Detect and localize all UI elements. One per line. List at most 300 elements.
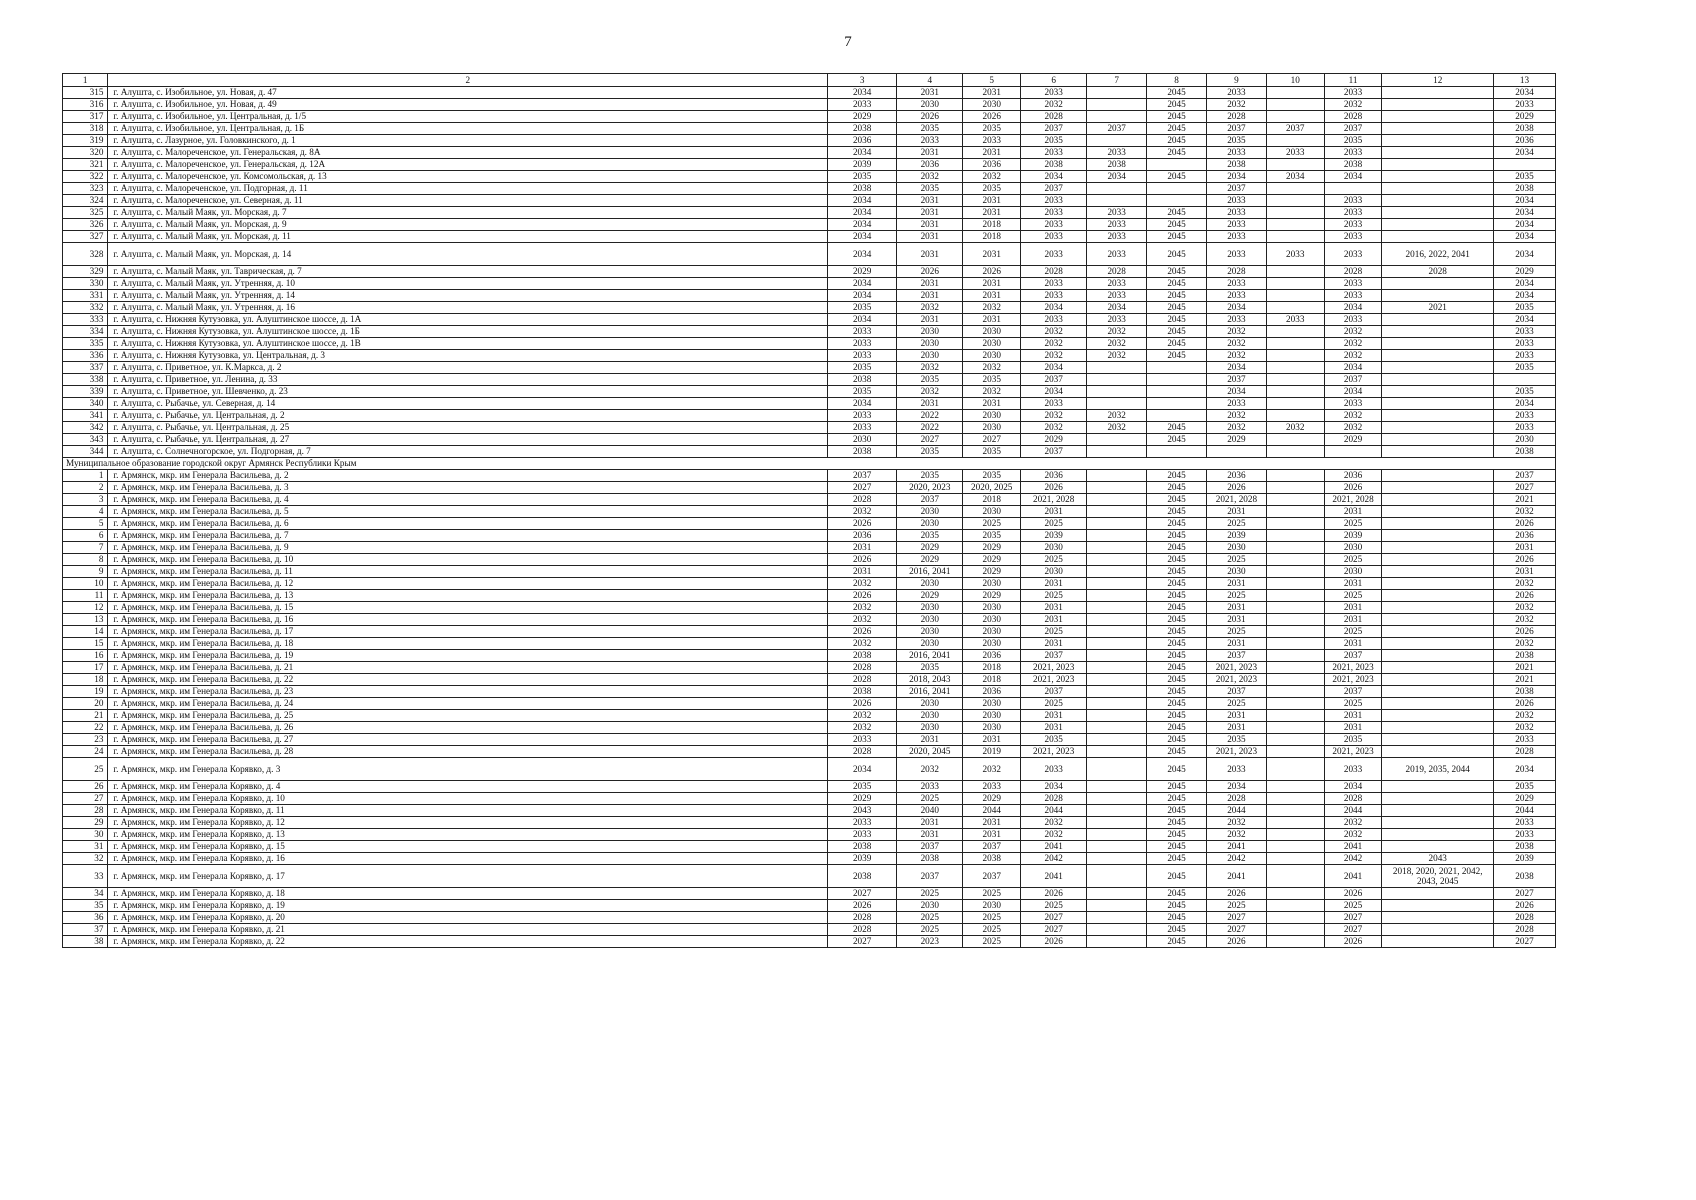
year-cell: 2031	[1324, 506, 1382, 518]
row-number-cell: 17	[63, 662, 108, 674]
year-cell	[1382, 374, 1494, 386]
year-cell	[1382, 626, 1494, 638]
year-cell: 2018	[963, 219, 1021, 231]
row-number-cell: 344	[63, 446, 108, 458]
year-cell: 2032	[828, 578, 897, 590]
year-cell: 2030	[963, 578, 1021, 590]
row-number-cell: 317	[63, 111, 108, 123]
year-cell	[1147, 183, 1207, 195]
year-cell: 2035	[1493, 362, 1555, 374]
year-cell: 2029	[963, 542, 1021, 554]
column-number-header-row	[63, 74, 1556, 87]
year-cell: 2033	[1324, 195, 1382, 207]
year-cell: 2033	[1206, 758, 1266, 781]
year-cell	[1266, 698, 1324, 710]
year-cell: 2030	[963, 326, 1021, 338]
year-cell: 2032	[1493, 614, 1555, 626]
year-cell: 2037	[897, 841, 963, 853]
year-cell: 2030	[963, 602, 1021, 614]
year-cell	[1266, 362, 1324, 374]
year-cell: 2032	[1493, 710, 1555, 722]
year-cell	[1266, 638, 1324, 650]
year-cell: 2030	[897, 518, 963, 530]
year-cell: 2031	[1206, 578, 1266, 590]
year-cell: 2033	[1324, 243, 1382, 266]
table-row	[63, 900, 1556, 912]
year-cell: 2033	[897, 781, 963, 793]
year-cell: 2045	[1147, 853, 1207, 865]
year-cell	[1087, 936, 1147, 948]
year-cell: 2025	[897, 924, 963, 936]
table-row	[63, 853, 1556, 865]
year-cell: 2037	[1021, 123, 1087, 135]
address-cell: г. Армянск, мкр. им Генерала Васильева, д. 10	[108, 554, 828, 566]
year-cell	[1382, 278, 1494, 290]
year-cell: 2036	[1493, 135, 1555, 147]
year-cell: 2031	[1324, 602, 1382, 614]
year-cell: 2025	[963, 912, 1021, 924]
year-cell: 2034	[1021, 386, 1087, 398]
address-cell: г. Армянск, мкр. им Генерала Васильева, д. 18	[108, 638, 828, 650]
table-row	[63, 912, 1556, 924]
address-cell: г. Армянск, мкр. им Генерала Корявко, д. 20	[108, 912, 828, 924]
table-row	[63, 542, 1556, 554]
address-cell: г. Армянск, мкр. им Генерала Васильева, д. 4	[108, 494, 828, 506]
year-cell: 2037	[1206, 374, 1266, 386]
year-cell	[1266, 722, 1324, 734]
address-cell: г. Алушта, с. Малый Маяк, ул. Морская, д. 7	[108, 207, 828, 219]
year-cell: 2032	[897, 302, 963, 314]
table-row	[63, 650, 1556, 662]
address-cell: г. Алушта, с. Изобильное, ул. Новая, д. 47	[108, 87, 828, 99]
year-cell: 2030	[963, 506, 1021, 518]
year-cell: 2045	[1147, 219, 1207, 231]
year-cell: 2045	[1147, 231, 1207, 243]
year-cell: 2032	[1324, 817, 1382, 829]
address-cell: г. Армянск, мкр. им Генерала Васильева, д. 15	[108, 602, 828, 614]
year-cell: 2038	[828, 123, 897, 135]
table-row	[63, 147, 1556, 159]
year-cell: 2020, 2045	[897, 746, 963, 758]
year-cell: 2028	[828, 674, 897, 686]
year-cell	[1266, 817, 1324, 829]
year-cell: 2029	[1206, 434, 1266, 446]
address-cell: г. Алушта, с. Малореченское, ул. Генеральская, д. 12А	[108, 159, 828, 171]
year-cell: 2021	[1493, 494, 1555, 506]
year-cell: 2033	[1021, 147, 1087, 159]
year-cell: 2035	[1493, 302, 1555, 314]
address-cell: г. Алушта, с. Изобильное, ул. Центральная, д. 1Б	[108, 123, 828, 135]
year-cell: 2026	[828, 518, 897, 530]
year-cell	[1087, 614, 1147, 626]
year-cell: 2029	[1021, 434, 1087, 446]
address-cell: г. Армянск, мкр. им Генерала Васильева, д. 25	[108, 710, 828, 722]
address-cell: г. Армянск, мкр. им Генерала Васильева, д. 26	[108, 722, 828, 734]
year-cell: 2025	[1324, 626, 1382, 638]
year-cell: 2032	[1493, 602, 1555, 614]
year-cell: 2034	[828, 87, 897, 99]
year-cell: 2045	[1147, 135, 1207, 147]
year-cell	[1087, 135, 1147, 147]
year-cell: 2033	[1206, 231, 1266, 243]
year-cell: 2045	[1147, 674, 1207, 686]
year-cell: 2030	[963, 350, 1021, 362]
table-row	[63, 338, 1556, 350]
table-row	[63, 781, 1556, 793]
year-cell: 2025	[1324, 554, 1382, 566]
year-cell	[1266, 290, 1324, 302]
year-cell	[1266, 924, 1324, 936]
year-cell: 2019, 2035, 2044	[1382, 758, 1494, 781]
year-cell: 2032	[897, 171, 963, 183]
year-cell: 2032	[1206, 99, 1266, 111]
year-cell: 2032	[963, 171, 1021, 183]
year-cell: 2038	[1087, 159, 1147, 171]
row-number-cell: 27	[63, 793, 108, 805]
row-number-cell: 14	[63, 626, 108, 638]
row-number-cell: 8	[63, 554, 108, 566]
year-cell	[1266, 506, 1324, 518]
year-cell: 2028	[828, 494, 897, 506]
year-cell	[1266, 470, 1324, 482]
address-cell: г. Армянск, мкр. им Генерала Васильева, д. 9	[108, 542, 828, 554]
year-cell	[1382, 614, 1494, 626]
address-cell: г. Алушта, с. Рыбачье, ул. Центральная, д. 25	[108, 422, 828, 434]
year-cell	[1266, 434, 1324, 446]
header-cell: 8	[1147, 74, 1207, 87]
row-number-cell: 12	[63, 602, 108, 614]
year-cell: 2033	[828, 734, 897, 746]
table-row	[63, 99, 1556, 111]
table-row	[63, 924, 1556, 936]
year-cell: 2045	[1147, 686, 1207, 698]
year-cell	[1087, 626, 1147, 638]
year-cell: 2033	[1324, 87, 1382, 99]
year-cell: 2045	[1147, 266, 1207, 278]
year-cell	[1266, 446, 1324, 458]
row-number-cell: 319	[63, 135, 108, 147]
year-cell: 2026	[828, 554, 897, 566]
year-cell: 2038	[1493, 446, 1555, 458]
year-cell: 2026	[828, 626, 897, 638]
year-cell: 2037	[1324, 650, 1382, 662]
table-row	[63, 686, 1556, 698]
year-cell	[1382, 135, 1494, 147]
year-cell: 2033	[1493, 422, 1555, 434]
row-number-cell: 323	[63, 183, 108, 195]
year-cell	[1266, 542, 1324, 554]
year-cell: 2045	[1147, 123, 1207, 135]
year-cell	[1382, 924, 1494, 936]
year-cell: 2032	[1021, 350, 1087, 362]
year-cell: 2032	[1087, 422, 1147, 434]
year-cell: 2035	[897, 446, 963, 458]
year-cell	[1382, 123, 1494, 135]
year-cell: 2038	[1493, 865, 1555, 888]
address-cell: г. Армянск, мкр. им Генерала Васильева, д. 21	[108, 662, 828, 674]
year-cell: 2031	[1021, 710, 1087, 722]
year-cell: 2032	[1493, 722, 1555, 734]
row-number-cell: 4	[63, 506, 108, 518]
year-cell: 2026	[828, 900, 897, 912]
year-cell	[1266, 219, 1324, 231]
year-cell: 2043	[828, 805, 897, 817]
year-cell: 2034	[1493, 398, 1555, 410]
row-number-cell: 10	[63, 578, 108, 590]
year-cell: 2026	[1493, 518, 1555, 530]
year-cell: 2033	[1021, 278, 1087, 290]
year-cell: 2033	[1493, 99, 1555, 111]
year-cell: 2025	[897, 888, 963, 900]
year-cell: 2034	[828, 278, 897, 290]
year-cell	[1382, 686, 1494, 698]
year-cell: 2031	[963, 278, 1021, 290]
year-cell: 2034	[828, 195, 897, 207]
table-row	[63, 243, 1556, 266]
table-row	[63, 434, 1556, 446]
year-cell: 2021, 2023	[1021, 662, 1087, 674]
year-cell: 2028	[828, 924, 897, 936]
address-cell: г. Алушта, с. Малый Маяк, ул. Морская, д. 9	[108, 219, 828, 231]
address-cell: г. Армянск, мкр. им Генерала Васильева, д. 7	[108, 530, 828, 542]
row-number-cell: 340	[63, 398, 108, 410]
row-number-cell: 339	[63, 386, 108, 398]
year-cell: 2026	[963, 266, 1021, 278]
year-cell: 2027	[1021, 912, 1087, 924]
year-cell: 2035	[828, 302, 897, 314]
year-cell: 2034	[1087, 171, 1147, 183]
address-cell: г. Алушта, с. Малореченское, ул. Комсомольская, д. 13	[108, 171, 828, 183]
year-cell: 2029	[963, 554, 1021, 566]
address-cell: г. Армянск, мкр. им Генерала Корявко, д. 21	[108, 924, 828, 936]
year-cell: 2030	[963, 722, 1021, 734]
year-cell: 2025	[963, 924, 1021, 936]
address-cell: г. Армянск, мкр. им Генерала Васильева, д. 19	[108, 650, 828, 662]
header-cell: 9	[1206, 74, 1266, 87]
year-cell	[1382, 518, 1494, 530]
year-cell: 2033	[963, 781, 1021, 793]
year-cell	[1266, 710, 1324, 722]
year-cell: 2027	[828, 936, 897, 948]
year-cell: 2033	[963, 135, 1021, 147]
year-cell	[1087, 865, 1147, 888]
year-cell: 2033	[1324, 207, 1382, 219]
year-cell: 2031	[897, 829, 963, 841]
year-cell: 2032	[1021, 410, 1087, 422]
year-cell: 2028	[1021, 793, 1087, 805]
row-number-cell: 324	[63, 195, 108, 207]
year-cell: 2041	[1206, 841, 1266, 853]
year-cell: 2027	[1021, 924, 1087, 936]
year-cell: 2031	[963, 87, 1021, 99]
year-cell	[1087, 674, 1147, 686]
row-number-cell: 5	[63, 518, 108, 530]
year-cell: 2045	[1147, 924, 1207, 936]
year-cell: 2021, 2028	[1206, 494, 1266, 506]
year-cell: 2034	[1493, 758, 1555, 781]
year-cell	[1382, 494, 1494, 506]
year-cell	[1266, 793, 1324, 805]
year-cell: 2021, 2028	[1021, 494, 1087, 506]
year-cell: 2034	[1324, 362, 1382, 374]
year-cell: 2034	[1206, 386, 1266, 398]
year-cell: 2025	[1021, 554, 1087, 566]
year-cell: 2023	[897, 936, 963, 948]
year-cell: 2034	[828, 219, 897, 231]
year-cell: 2032	[1021, 422, 1087, 434]
year-cell	[1087, 817, 1147, 829]
year-cell: 2025	[1206, 698, 1266, 710]
table-row	[63, 602, 1556, 614]
year-cell: 2032	[1324, 326, 1382, 338]
year-cell: 2031	[963, 243, 1021, 266]
year-cell: 2029	[1493, 793, 1555, 805]
year-cell: 2034	[1021, 362, 1087, 374]
year-cell: 2027	[1493, 936, 1555, 948]
address-cell: г. Алушта, с. Нижняя Кутузовка, ул. Алуштинское шоссе, д. 1В	[108, 338, 828, 350]
year-cell	[1147, 386, 1207, 398]
year-cell: 2025	[1021, 518, 1087, 530]
year-cell: 2030	[963, 626, 1021, 638]
address-cell: г. Армянск, мкр. им Генерала Васильева, д. 6	[108, 518, 828, 530]
row-number-cell: 16	[63, 650, 108, 662]
year-cell: 2031	[963, 734, 1021, 746]
year-cell: 2031	[1206, 710, 1266, 722]
year-cell	[1087, 900, 1147, 912]
year-cell: 2026	[1206, 482, 1266, 494]
year-cell: 2032	[1087, 326, 1147, 338]
year-cell: 2038	[828, 446, 897, 458]
year-cell: 2031	[963, 314, 1021, 326]
table-row	[63, 207, 1556, 219]
year-cell: 2036	[828, 135, 897, 147]
year-cell	[1266, 482, 1324, 494]
year-cell: 2034	[1493, 219, 1555, 231]
year-cell	[1087, 602, 1147, 614]
year-cell: 2034	[1206, 171, 1266, 183]
year-cell: 2030	[897, 338, 963, 350]
year-cell: 2028	[1206, 111, 1266, 123]
year-cell: 2037	[1206, 183, 1266, 195]
table-row	[63, 219, 1556, 231]
year-cell	[1266, 99, 1324, 111]
address-cell: г. Алушта, с. Малый Маяк, ул. Морская, д. 11	[108, 231, 828, 243]
year-cell: 2028	[1021, 266, 1087, 278]
year-cell	[1087, 99, 1147, 111]
year-cell: 2033	[1206, 290, 1266, 302]
year-cell	[1382, 650, 1494, 662]
year-cell: 2031	[1021, 602, 1087, 614]
year-cell	[1087, 686, 1147, 698]
year-cell: 2028	[1324, 793, 1382, 805]
year-cell	[1087, 746, 1147, 758]
year-cell: 2027	[1206, 912, 1266, 924]
year-cell: 2034	[1021, 171, 1087, 183]
year-cell: 2035	[897, 183, 963, 195]
year-cell: 2037	[1021, 183, 1087, 195]
table-row	[63, 590, 1556, 602]
year-cell: 2033	[1021, 231, 1087, 243]
year-cell	[1382, 638, 1494, 650]
year-cell: 2033	[1021, 314, 1087, 326]
year-cell: 2032	[1206, 829, 1266, 841]
row-number-cell: 23	[63, 734, 108, 746]
row-number-cell: 328	[63, 243, 108, 266]
row-number-cell: 38	[63, 936, 108, 948]
row-number-cell: 1	[63, 470, 108, 482]
year-cell: 2033	[1087, 290, 1147, 302]
year-cell: 2045	[1147, 602, 1207, 614]
row-number-cell: 3	[63, 494, 108, 506]
year-cell: 2034	[1324, 781, 1382, 793]
year-cell: 2045	[1147, 326, 1207, 338]
year-cell	[1087, 195, 1147, 207]
year-cell: 2045	[1147, 470, 1207, 482]
year-cell: 2045	[1147, 912, 1207, 924]
year-cell	[1266, 734, 1324, 746]
year-cell	[1266, 686, 1324, 698]
year-cell: 2034	[1493, 147, 1555, 159]
year-cell: 2021, 2023	[1324, 674, 1382, 686]
table-row	[63, 266, 1556, 278]
year-cell: 2045	[1147, 578, 1207, 590]
year-cell: 2032	[1021, 99, 1087, 111]
year-cell: 2031	[1021, 614, 1087, 626]
year-cell	[1266, 853, 1324, 865]
year-cell	[1266, 650, 1324, 662]
year-cell: 2030	[897, 710, 963, 722]
year-cell: 2035	[897, 662, 963, 674]
year-cell	[1087, 494, 1147, 506]
year-cell: 2019	[963, 746, 1021, 758]
year-cell: 2035	[1493, 171, 1555, 183]
address-cell: г. Армянск, мкр. им Генерала Корявко, д. 18	[108, 888, 828, 900]
header-cell: 2	[108, 74, 828, 87]
year-cell: 2026	[1021, 936, 1087, 948]
year-cell: 2037	[1021, 374, 1087, 386]
year-cell: 2034	[828, 207, 897, 219]
year-cell: 2034	[828, 758, 897, 781]
table-row	[63, 566, 1556, 578]
header-cell: 10	[1266, 74, 1324, 87]
year-cell: 2033	[1087, 278, 1147, 290]
row-number-cell: 329	[63, 266, 108, 278]
year-cell: 2031	[897, 243, 963, 266]
year-cell: 2037	[897, 494, 963, 506]
year-cell	[1087, 578, 1147, 590]
year-cell: 2035	[1206, 135, 1266, 147]
year-cell: 2030	[897, 900, 963, 912]
year-cell: 2038	[828, 686, 897, 698]
year-cell: 2031	[1206, 614, 1266, 626]
year-cell	[1266, 758, 1324, 781]
year-cell: 2025	[1206, 900, 1266, 912]
year-cell	[1087, 805, 1147, 817]
year-cell: 2026	[1493, 554, 1555, 566]
year-cell	[1382, 99, 1494, 111]
year-cell: 2031	[963, 829, 1021, 841]
row-number-cell: 6	[63, 530, 108, 542]
year-cell: 2045	[1147, 638, 1207, 650]
year-cell: 2037	[1324, 374, 1382, 386]
header-cell: 7	[1087, 74, 1147, 87]
year-cell: 2035	[1206, 734, 1266, 746]
year-cell: 2033	[1266, 314, 1324, 326]
year-cell: 2025	[1206, 626, 1266, 638]
year-cell	[1087, 734, 1147, 746]
year-cell: 2045	[1147, 506, 1207, 518]
year-cell: 2032	[1206, 422, 1266, 434]
